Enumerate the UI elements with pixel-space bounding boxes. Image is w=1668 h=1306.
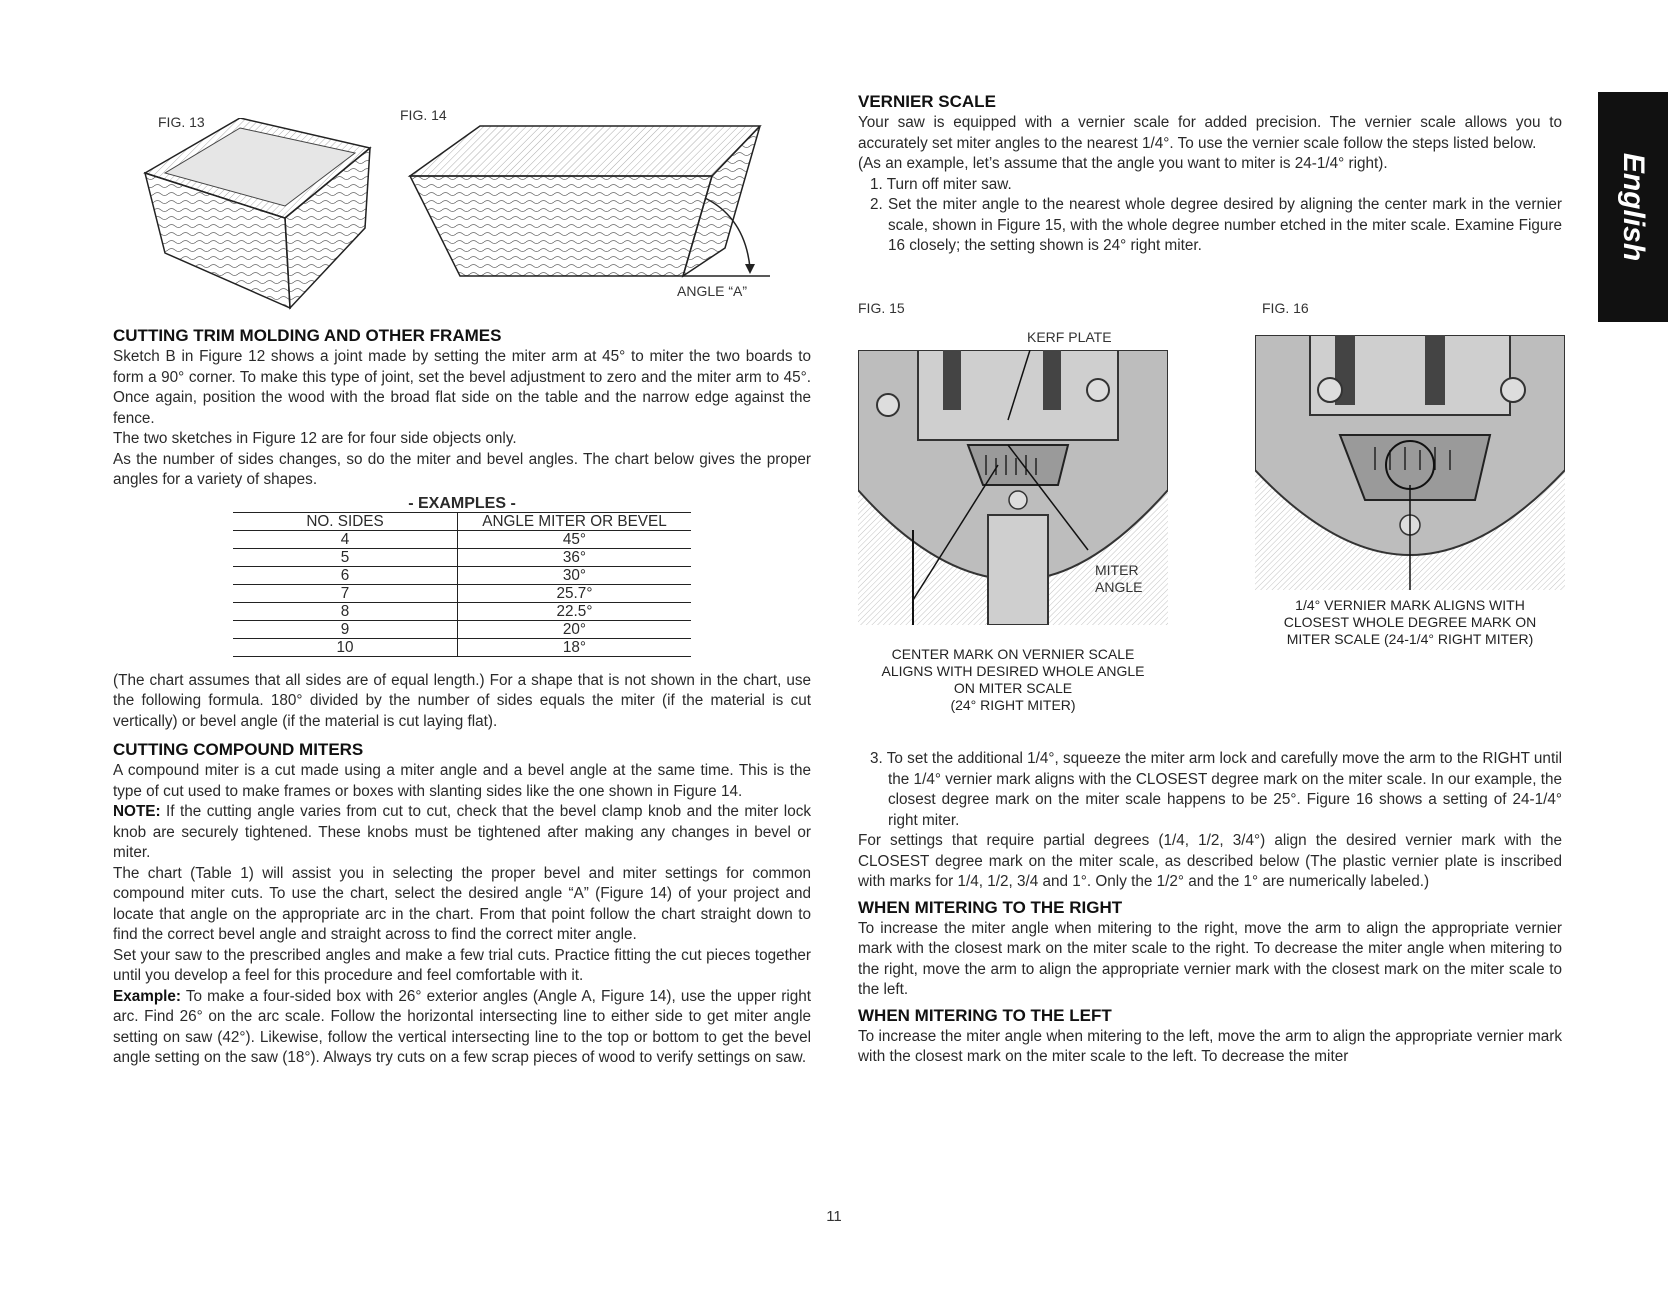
mitering-left-paragraph: To increase the miter angle when mitering to the left, move the arm to align the appropriate vernier mark with the closest mark on the miter scale to the left. To decrease the miter <box>858 1027 1562 1065</box>
table-cell-angle: 45° <box>458 530 692 548</box>
fig15-caption <box>858 646 1168 714</box>
table-cell-sides: 5 <box>233 548 458 566</box>
table-cell-angle: 18° <box>458 638 692 656</box>
angle-a-label: ANGLE “A” <box>677 283 748 299</box>
example-paragraph <box>113 987 811 1069</box>
table-row <box>233 602 691 620</box>
right-column-bottom <box>858 749 1562 1068</box>
step-1: 1. Turn off miter saw. <box>870 175 1012 193</box>
kerf-plate-label: KERF PLATE <box>1027 329 1112 345</box>
step-2: 2. Set the miter angle to the nearest whole degree desired by aligning the center mark in the vernier scale, shown in Figure 15, with the whole degree number etched in the miter scale. Examine Figure 16 closely; the setting shown is 24° right miter. <box>870 196 1562 254</box>
vernier-scale-heading: VERNIER SCALE <box>858 92 996 111</box>
table-row <box>233 584 691 602</box>
table-cell-sides: 10 <box>233 638 458 656</box>
table-header-sides: NO. SIDES <box>233 512 458 530</box>
table-row <box>233 566 691 584</box>
table-cell-angle: 30° <box>458 566 692 584</box>
fig14-label: FIG. 14 <box>400 107 447 123</box>
fig16-caption-line: MITER SCALE (24-1/4° RIGHT MITER) <box>1286 631 1534 647</box>
language-tab-label: English <box>1617 152 1650 262</box>
table-cell-sides: 8 <box>233 602 458 620</box>
table-cell-sides: 6 <box>233 566 458 584</box>
compound-paragraph-3: Set your saw to the prescribed angles and make a few trial cuts. Practice fitting the cut pieces together until you develop a feel for this procedure and feel comfortable with it. <box>113 946 811 984</box>
right-column-top <box>858 92 1562 257</box>
fig16-label: FIG. 16 <box>1262 300 1309 316</box>
table-cell-sides: 7 <box>233 584 458 602</box>
table-row <box>233 638 691 656</box>
left-column <box>113 326 811 1069</box>
example-text: To make a four-sided box with 26° exterior angles (Angle A, Figure 14), use the upper right arc. Find 26° on the arc scale. Follow the horizontal intersecting line to either side to get miter angle setting on saw (42°). Likewise, follow the vertical intersecting line to the top or bottom to get the bevel angle setting on the saw (18°). Always try cuts on a few scrap pieces of wood to verify settings on saw. <box>113 987 811 1066</box>
table-cell-angle: 36° <box>458 548 692 566</box>
step-3: 3. To set the additional 1/4°, squeeze the miter arm lock and carefully move the arm to the RIGHT until the 1/4° vernier mark aligns with the CLOSEST degree mark on the miter scale. In our example, the closest degree mark on the miter scale happens to be 25°. Figure 16 shows a setting of 24-1/4° right miter. <box>870 750 1562 829</box>
chart-note-paragraph: (The chart assumes that all sides are of equal length.) For a shape that is not shown in the chart, use the following formula. 180° divided by the number of sides equals the miter (if the material is cut vertically) or bevel angle (if the material is cut laying flat). <box>113 671 811 730</box>
fig16-caption-line: CLOSEST WHOLE DEGREE MARK ON <box>1283 614 1537 630</box>
compound-paragraph-2: The chart (Table 1) will assist you in selecting the proper bevel and miter settings for common compound miter cuts. To use the chart, select the desired angle “A” (Figure 14) of your project and locate that angle on the appropriate arc in the chart. From that point follow the chart straight down to find the correct bevel angle and straight across to find the correct miter angle. <box>113 864 811 943</box>
compound-miters-heading: CUTTING COMPOUND MITERS <box>113 740 364 759</box>
compound-paragraph-1: A compound miter is a cut made using a miter angle and a bevel angle at the same time. This is the type of cut used to make frames or boxes with slanting sides like the one shown in Figure 14. <box>113 762 811 800</box>
mitering-left-heading: WHEN MITERING TO THE LEFT <box>858 1005 1112 1025</box>
trim-paragraph-1: Sketch B in Figure 12 shows a joint made by setting the miter arm at 45° to miter the two boards to form a 90° corner. To make this type of joint, set the bevel adjustment to zero and the miter arm to 45°. Once again, position the wood with the broad flat side on the table and the narrow edge against the fence. <box>113 348 811 427</box>
language-tab <box>1598 92 1668 322</box>
miter-angle-label-line2: ANGLE <box>1095 579 1143 595</box>
mitering-right-heading: WHEN MITERING TO THE RIGHT <box>858 897 1123 917</box>
table-cell-angle: 25.7° <box>458 584 692 602</box>
note-text: If the cutting angle varies from cut to cut, check that the bevel clamp knob and the miter lock knob are securely tightened. These knobs must be tightened after making any changes in bevel or miter. <box>113 803 811 861</box>
table-header-angle: ANGLE MITER OR BEVEL <box>458 512 692 530</box>
trim-paragraph-3: As the number of sides changes, so do the miter and bevel angles. The chart below gives the proper angles for a variety of shapes. <box>113 450 811 488</box>
table-row <box>233 548 691 566</box>
fig15-caption-line: ON MITER SCALE <box>953 680 1073 696</box>
fig16-caption <box>1255 597 1565 648</box>
fig13-label: FIG. 13 <box>158 114 205 130</box>
table-cell-angle: 20° <box>458 620 692 638</box>
note-label: NOTE: <box>113 803 161 820</box>
note-paragraph <box>113 802 811 864</box>
fig14-tray-illustration <box>400 118 780 293</box>
mitering-right-paragraph: To increase the miter angle when mitering to the right, move the arm to align the appropriate vernier mark with the closest mark on the miter scale to the right. To decrease the miter angle when mitering to the right, move the arm to align the appropriate vernier mark with the closest mark on the miter scale to the left. <box>858 919 1562 998</box>
fig16-vernier-closeup-photo <box>1255 335 1565 590</box>
trim-molding-heading: CUTTING TRIM MOLDING AND OTHER FRAMES <box>113 326 502 345</box>
miter-angle-label-line1: MITER <box>1095 562 1139 578</box>
vernier-paragraph-2: (As an example, let’s assume that the angle you want to miter is 24-1/4° right). <box>858 155 1388 172</box>
fig16-caption-line: 1/4° VERNIER MARK ALIGNS WITH <box>1295 597 1525 613</box>
examples-table <box>233 495 691 657</box>
table-header-row <box>233 512 691 530</box>
table-row <box>233 530 691 548</box>
fig15-caption-line: (24° RIGHT MITER) <box>950 697 1076 713</box>
table-cell-sides: 9 <box>233 620 458 638</box>
vernier-paragraph-1: Your saw is equipped with a vernier scale for added precision. The vernier scale allows you to accurately set miter angles to the nearest 1/4°. To use the vernier scale follow the steps listed below. <box>858 114 1562 152</box>
partial-degrees-paragraph: For settings that require partial degrees (1/4, 1/2, 3/4°) align the desired vernier mark with the CLOSEST degree mark on the miter scale, as described below (The plastic vernier plate is inscribed with marks for 1/4, 1/2, 3/4 and 1°. Only the 1/2° and the 1° are numerically labeled.) <box>858 832 1562 890</box>
trim-paragraph-2: The two sketches in Figure 12 are for four side objects only. <box>113 430 517 447</box>
table-cell-angle: 22.5° <box>458 602 692 620</box>
table-row <box>233 620 691 638</box>
example-label: Example: <box>113 987 182 1005</box>
fig13-box-illustration <box>140 118 380 318</box>
fig15-label: FIG. 15 <box>858 300 905 316</box>
table-cell-sides: 4 <box>233 530 458 548</box>
fig15-caption-line: CENTER MARK ON VERNIER SCALE <box>891 646 1135 662</box>
vernier-steps <box>858 175 1562 257</box>
fig15-caption-line: ALIGNS WITH DESIRED WHOLE ANGLE <box>881 663 1145 679</box>
page-number: 11 <box>826 1208 842 1225</box>
examples-table-title: - EXAMPLES - <box>233 495 691 513</box>
vernier-steps-continued <box>858 749 1562 831</box>
